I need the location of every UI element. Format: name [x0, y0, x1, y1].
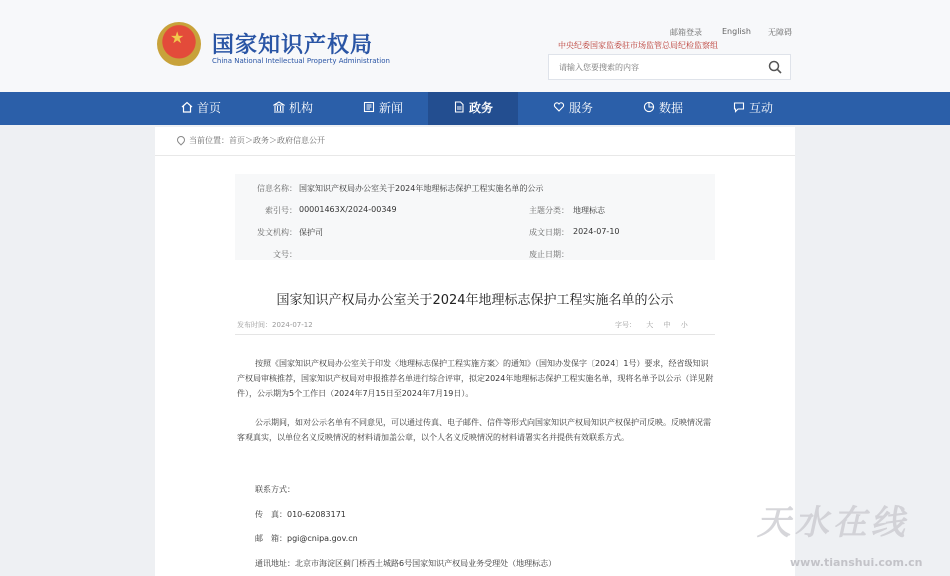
category-label: 主题分类： [529, 206, 569, 215]
info-name-label: 信息名称： [257, 184, 297, 193]
location-pin-icon [175, 134, 186, 145]
nav-label-services: 服务 [568, 101, 593, 115]
nav-label-data: 数据 [658, 101, 683, 115]
nav-label-government-affairs: 政务 [468, 101, 493, 115]
publish-date: 2024-07-12 [272, 321, 313, 329]
nav-item-news[interactable] [350, 92, 416, 125]
info-name-value: 国家知识产权局办公室关于2024年地理标志保护工程实施名单的公示 [299, 184, 544, 193]
nav-label-home: 首页 [196, 101, 221, 115]
breadcrumb-path[interactable]: 首页＞政务＞政府信息公开 [229, 136, 325, 145]
issuer-label: 发文机构： [257, 228, 297, 237]
main-nav [0, 92, 950, 125]
search-icon [768, 60, 782, 74]
site-logo-title[interactable]: 国家知识产权局 [212, 33, 374, 58]
contact-address: 通讯地址：北京市海淀区蓟门桥西土城路6号国家知识产权局业务受理处（地理标志） [255, 559, 557, 568]
index-value: 00001463X/2024-00349 [299, 205, 397, 214]
date-label: 成文日期： [529, 228, 569, 237]
doc-no-label: 文号： [273, 250, 297, 259]
pie-chart-icon [643, 101, 655, 113]
building-icon [273, 101, 285, 113]
watermark-logo: 天水在线 [755, 503, 916, 543]
index-label: 索引号： [265, 206, 297, 215]
site-header [0, 0, 950, 92]
font-size-small[interactable]: 小 [680, 321, 688, 329]
expiry-label: 废止日期： [529, 250, 569, 259]
font-size-label: 字号： [615, 321, 636, 329]
nav-label-news: 新闻 [378, 101, 403, 115]
nav-item-services[interactable] [540, 92, 606, 125]
contact-fax: 传 真：010-62083171 [255, 510, 346, 519]
national-emblem-logo[interactable] [157, 22, 201, 66]
nav-item-home[interactable] [168, 92, 234, 125]
search-box [548, 54, 791, 80]
meta-divider [235, 334, 715, 335]
article-paragraph-2: 公示期间，如对公示名单有不同意见，可以通过传真、电子邮件、信件等形式向国家知识产权局知识产权保护司反映。反映情况需客观真实，以单位名义反映情况的材料请加盖公章，以个人名义反映情况的材料请署实名并提供有效联系方式。 [237, 418, 711, 442]
breadcrumb [177, 135, 325, 146]
font-size-medium[interactable]: 中 [663, 321, 671, 329]
breadcrumb-prefix: 当前位置： [189, 136, 229, 145]
heart-hand-icon [553, 101, 565, 113]
document-icon [453, 101, 465, 113]
article-paragraph-1: 按照《国家知识产权局办公室关于印发〈地理标志保护工程实施方案〉的通知》（国知办发保字〔2024〕1号）要求，经省级知识产权局审核推荐，国家知识产权局对申报推荐名单进行综合评审，拟定2024年地理标志保护工程实施名单，现将名单予以公示（详见附件），公示期为5个工作日（2024年7月15日至2024年7月19日）。 [237, 359, 714, 398]
content-card [155, 127, 795, 576]
search-button[interactable] [760, 55, 790, 79]
contact-title: 联系方式： [255, 485, 295, 494]
publish-meta [237, 320, 313, 330]
contact-email: 邮 箱：pgi@cnipa.gov.cn [255, 534, 358, 543]
english-link[interactable]: English [722, 27, 751, 36]
article-title: 国家知识产权局办公室关于2024年地理标志保护工程实施名单的公示 [276, 293, 674, 308]
nav-label-institutions: 机构 [288, 101, 313, 115]
search-input[interactable] [549, 55, 759, 79]
date-value: 2024-07-10 [573, 227, 620, 236]
font-size-controls [615, 320, 688, 330]
nav-item-government-affairs[interactable] [428, 92, 518, 125]
document-info-table [235, 174, 715, 260]
nav-label-interaction: 互动 [748, 101, 773, 115]
watermark-url: www.tianshui.com.cn [790, 556, 923, 569]
nav-item-data[interactable] [630, 92, 696, 125]
publish-label: 发布时间： [237, 321, 272, 329]
nav-item-institutions[interactable] [260, 92, 326, 125]
home-icon [181, 101, 193, 113]
newspaper-icon [363, 101, 375, 113]
category-value: 地理标志 [573, 206, 605, 215]
mail-login-link[interactable]: 邮箱登录 [670, 28, 702, 37]
chat-icon [733, 101, 745, 113]
site-logo-subtitle: China National Intellectual Property Administration [212, 57, 390, 65]
nav-item-interaction[interactable] [720, 92, 786, 125]
breadcrumb-divider [155, 155, 795, 156]
org-line-link[interactable]: 中央纪委国家监委驻市场监管总局纪检监察组 [558, 41, 718, 50]
issuer-value: 保护司 [299, 228, 323, 237]
accessibility-link[interactable]: 无障碍 [768, 28, 792, 37]
font-size-large[interactable]: 大 [646, 321, 654, 329]
